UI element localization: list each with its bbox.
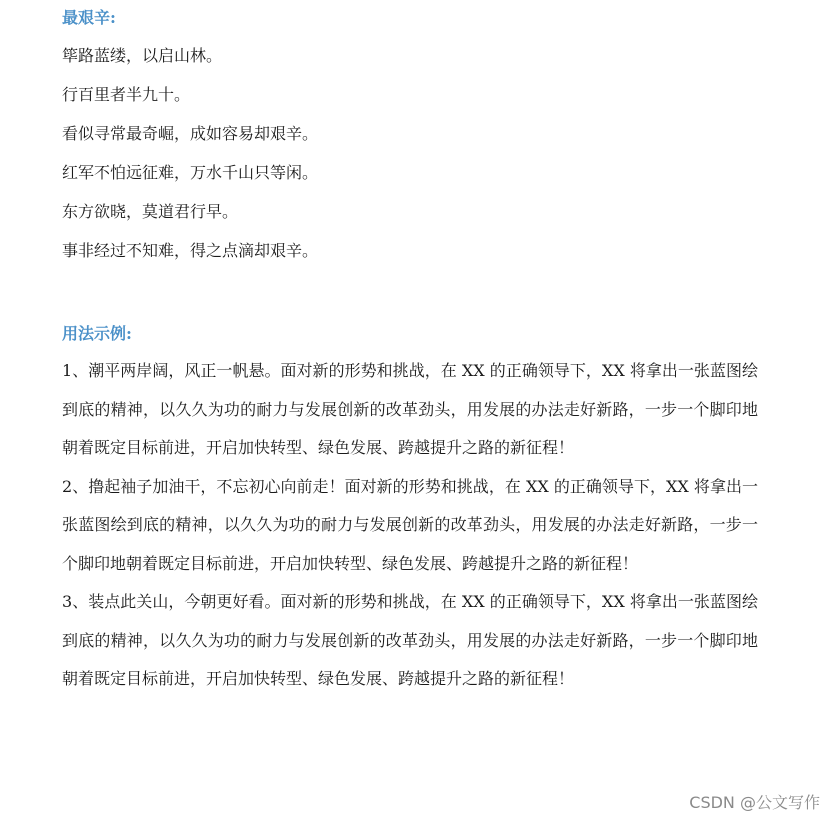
idiom-line-1: 筚路蓝缕，以启山林。 (62, 46, 223, 65)
idiom-line-6: 事非经过不知难，得之点滴却艰辛。 (62, 241, 319, 260)
idiom-line-2: 行百里者半九十。 (62, 85, 191, 104)
example-paragraph-3: 3、装点此关山，今朝更好看。面对新的形势和挑战，在 XX 的正确领导下，XX 将拿出一张蓝图绘到底的精神，以久久为功的耐力与发展创新的改革劲头，用发展的办法走好新路，一步一个脚印地朝着既定目标前进，开启加快转型、绿色发展、跨越提升之路的新征程！ (62, 592, 758, 688)
example-paragraph-1: 1、潮平两岸阔，风正一帆悬。面对新的形势和挑战，在 XX 的正确领导下，XX 将拿出一张蓝图绘到底的精神，以久久为功的耐力与发展创新的改革劲头，用发展的办法走好新路，一步一个脚印地朝着既定目标前进，开启加快转型、绿色发展、跨越提升之路的新征程！ (62, 361, 758, 457)
idiom-line-4: 红军不怕远征难，万水千山只等闲。 (62, 163, 319, 182)
section-title-hardship: 最艰辛: (62, 8, 116, 27)
document-body (62, 0, 758, 699)
section-title-usage-examples: 用法示例: (62, 324, 132, 343)
example-paragraph-2: 2、撸起袖子加油干，不忘初心向前走！面对新的形势和挑战，在 XX 的正确领导下，XX 将拿出一张蓝图绘到底的精神，以久久为功的耐力与发展创新的改革劲头，用发展的办法走好新路，一步一个脚印地朝着既定目标前进，开启加快转型、绿色发展、跨越提升之路的新征程！ (62, 476, 758, 573)
idiom-line-3: 看似寻常最奇崛，成如容易却艰辛。 (62, 124, 319, 143)
csdn-watermark: CSDN @公文写作 (689, 793, 820, 812)
idiom-line-5: 东方欲晓，莫道君行早。 (62, 202, 239, 221)
